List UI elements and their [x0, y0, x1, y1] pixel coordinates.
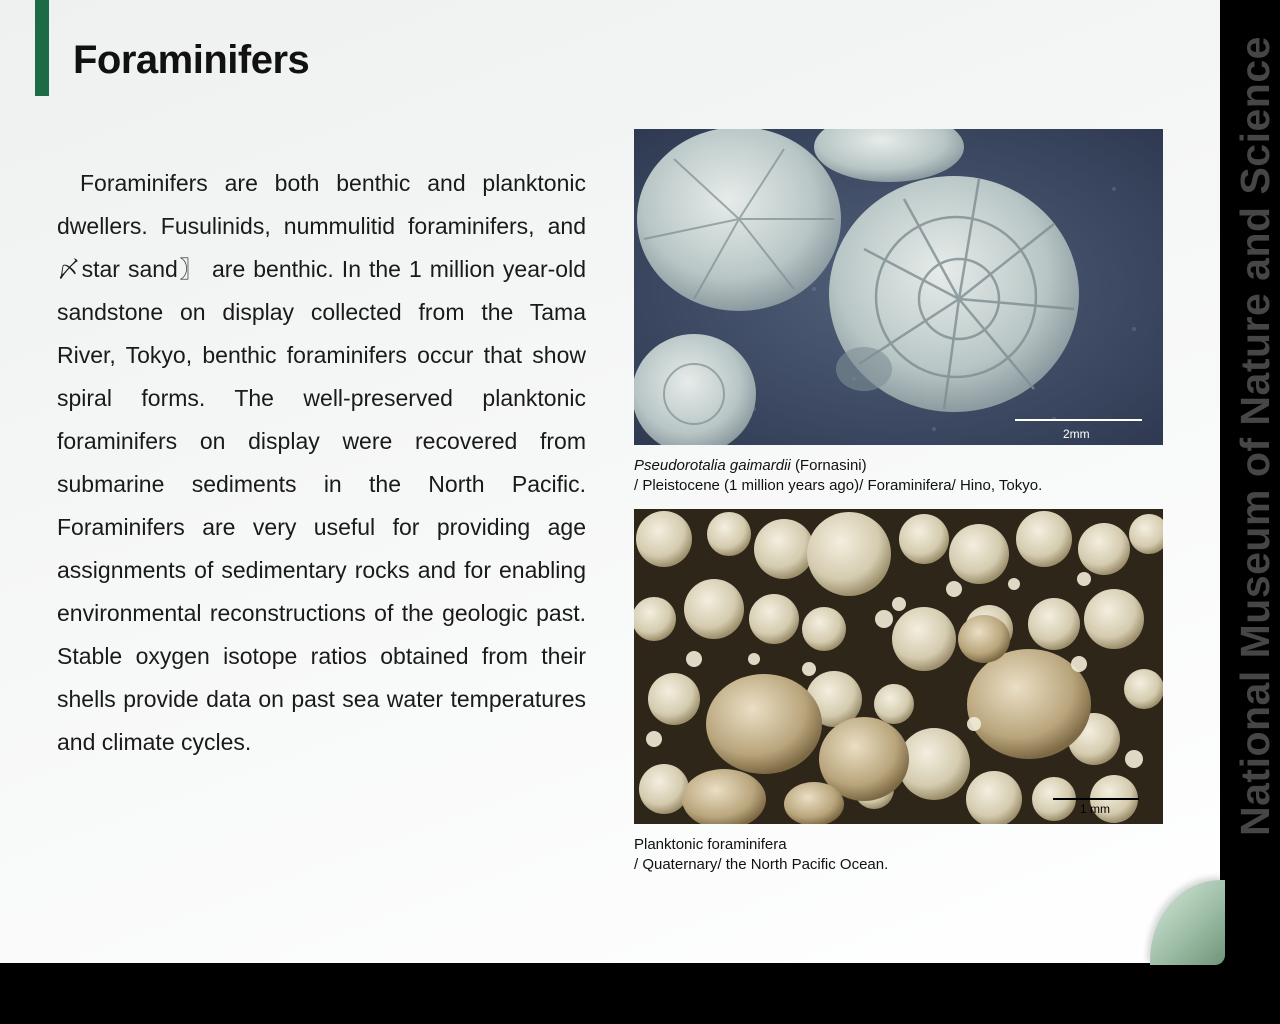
caption-planktonic-line2: / Quaternary/ the North Pacific Ocean.	[634, 856, 889, 873]
scale-bar-1mm	[1053, 798, 1139, 800]
scale-label-2mm: 2mm	[1063, 427, 1090, 441]
species-author: (Fornasini)	[794, 457, 867, 474]
caption-benthic	[634, 456, 1042, 496]
foraminifer-photo-planktonic	[634, 509, 1163, 824]
caption-planktonic	[634, 835, 888, 875]
scale-label-1mm: 1 mm	[1080, 802, 1110, 816]
scale-bar-2mm	[1015, 419, 1142, 421]
species-name: Pseudorotalia gaimardii	[634, 457, 791, 474]
benthic-foraminifer-image	[634, 129, 1163, 445]
caption-planktonic-line1: Planktonic foraminifera	[634, 836, 787, 853]
title-accent-bar	[35, 0, 49, 96]
page-title: Foraminifers	[73, 38, 310, 82]
foraminifer-photo-benthic	[634, 129, 1163, 445]
caption-benthic-details: / Pleistocene (1 million years ago)/ Foraminifera/ Hino, Tokyo.	[634, 477, 1043, 494]
planktonic-foraminifer-image	[634, 509, 1163, 824]
body-paragraph: Foraminifers are both benthic and planktonic dwellers. Fusulinids, nummulitid foraminifers, and 〆star sand〗 are benthic. In the 1 million year-old sandstone on display collected from the Tama River, Tokyo, benthic foraminifers occur that show spiral forms. The well-preserved planktonic foraminifers on display were recovered from submarine sediments in the North Pacific. Foraminifers are very useful for providing age assignments of sedimentary rocks and for enabling environmental reconstructions of the geologic past. Stable oxygen isotope ratios obtained from their shells provide data on past sea water temperatures and climate cycles.	[57, 170, 586, 755]
museum-side-title: National Museum of Nature and Science	[1232, 36, 1278, 836]
